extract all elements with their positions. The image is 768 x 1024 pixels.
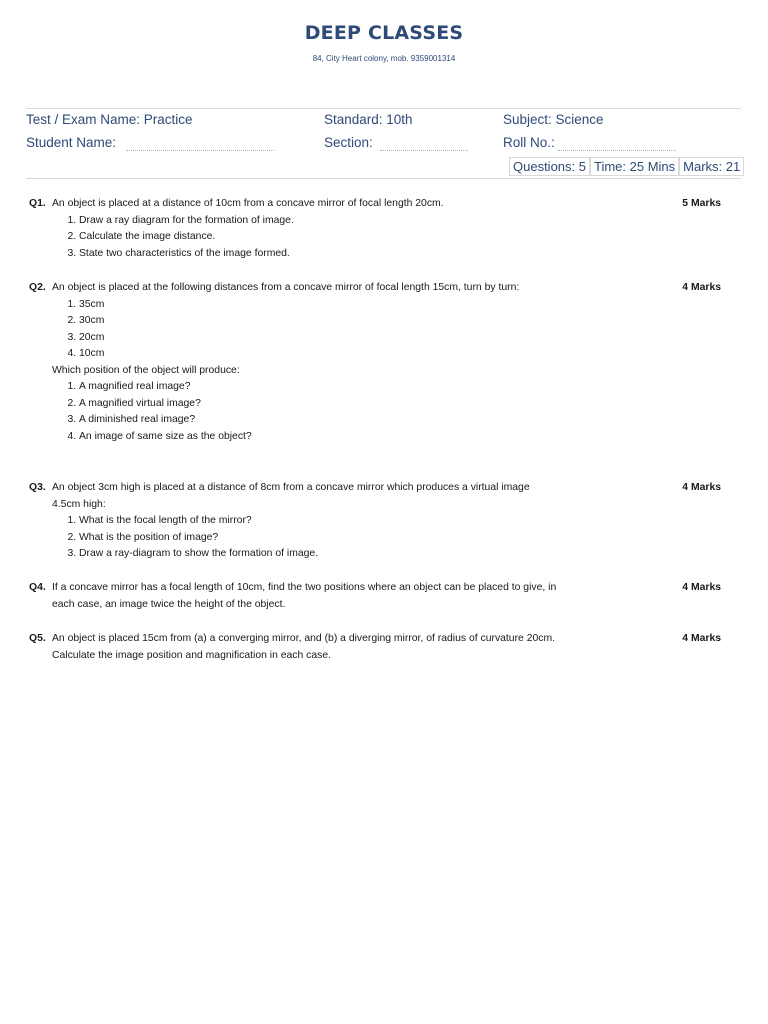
section-label: Section:: [324, 135, 373, 150]
test-stats: [509, 157, 744, 176]
question-marks: 4 Marks: [682, 633, 721, 644]
question-text: An object is placed 15cm from (a) a converging mirror, and (b) a diverging mirror, of radius of curvature 20cm. Calculate the image position and magnification in each case.: [52, 633, 556, 661]
question-number: Q3.: [29, 482, 46, 493]
sub-question: 2. A magnified virtual image?: [79, 396, 557, 413]
question-number: Q1.: [29, 198, 46, 209]
question-4: [29, 580, 729, 613]
student-name-label: Student Name:: [26, 135, 117, 150]
header-divider: [26, 108, 741, 109]
questions-count: Questions: 5: [509, 157, 590, 176]
sub-question: 1. What is the focal length of the mirror?: [79, 513, 557, 530]
school-name: DEEP CLASSES: [304, 22, 464, 44]
question-1: [29, 196, 729, 262]
student-name-blank: [126, 150, 274, 151]
school-address: 84, City Heart colony, mob. 9359001314: [312, 54, 456, 63]
exam-name: Test / Exam Name: Practice: [26, 112, 193, 127]
sub-question: 1. A magnified real image?: [79, 379, 557, 396]
sub-question: 4. 10cm: [79, 346, 557, 363]
question-2: [29, 280, 729, 445]
sub-question: 3. 20cm: [79, 330, 557, 347]
sub-question-list: [52, 513, 557, 563]
question-text: An object is placed at a distance of 10cm from a concave mirror of focal length 20cm.: [52, 198, 444, 209]
question-marks: 4 Marks: [682, 282, 721, 293]
question-text: An object 3cm high is placed at a distance of 8cm from a concave mirror which produces a virtual image 4.5cm high:: [52, 482, 530, 510]
sub-question: 2. What is the position of image?: [79, 530, 557, 547]
sub-question: 1. Draw a ray diagram for the formation of image.: [79, 213, 557, 230]
sub-question-list: [52, 379, 557, 445]
question-marks: 4 Marks: [682, 582, 721, 593]
question-number: Q5.: [29, 633, 46, 644]
subject: Subject: Science: [503, 112, 604, 127]
time-limit: Time: 25 Mins: [590, 157, 679, 176]
roll-no-blank: [558, 150, 676, 151]
sub-question: 4. An image of same size as the object?: [79, 429, 557, 446]
standard: Standard: 10th: [324, 112, 413, 127]
sub-question: 2. 30cm: [79, 313, 557, 330]
question-3: [29, 480, 729, 563]
sub-question: 2. Calculate the image distance.: [79, 229, 557, 246]
sub-question: 3. Draw a ray-diagram to show the formation of image.: [79, 546, 557, 563]
question-number: Q4.: [29, 582, 46, 593]
question-text: An object is placed at the following distances from a concave mirror of focal length 15cm, turn by turn:: [52, 282, 520, 293]
sub-question: 3. A diminished real image?: [79, 412, 557, 429]
sub-question: 1. 35cm: [79, 297, 557, 314]
sub-question: 3. State two characteristics of the image formed.: [79, 246, 557, 263]
info-divider: [26, 178, 741, 179]
question-marks: 4 Marks: [682, 482, 721, 493]
section-blank: [380, 150, 468, 151]
question-marks: 5 Marks: [682, 198, 721, 209]
question-text: Which position of the object will produce:: [52, 364, 240, 376]
question-text: If a concave mirror has a focal length of 10cm, find the two positions where an object can be placed to give, in each case, an image twice the height of the object.: [52, 582, 557, 610]
sub-question-list: [52, 297, 557, 363]
question-5: [29, 631, 729, 664]
question-number: Q2.: [29, 282, 46, 293]
total-marks: Marks: 21: [679, 157, 744, 176]
sub-question-list: [52, 213, 557, 263]
roll-no-label: Roll No.:: [503, 135, 555, 150]
